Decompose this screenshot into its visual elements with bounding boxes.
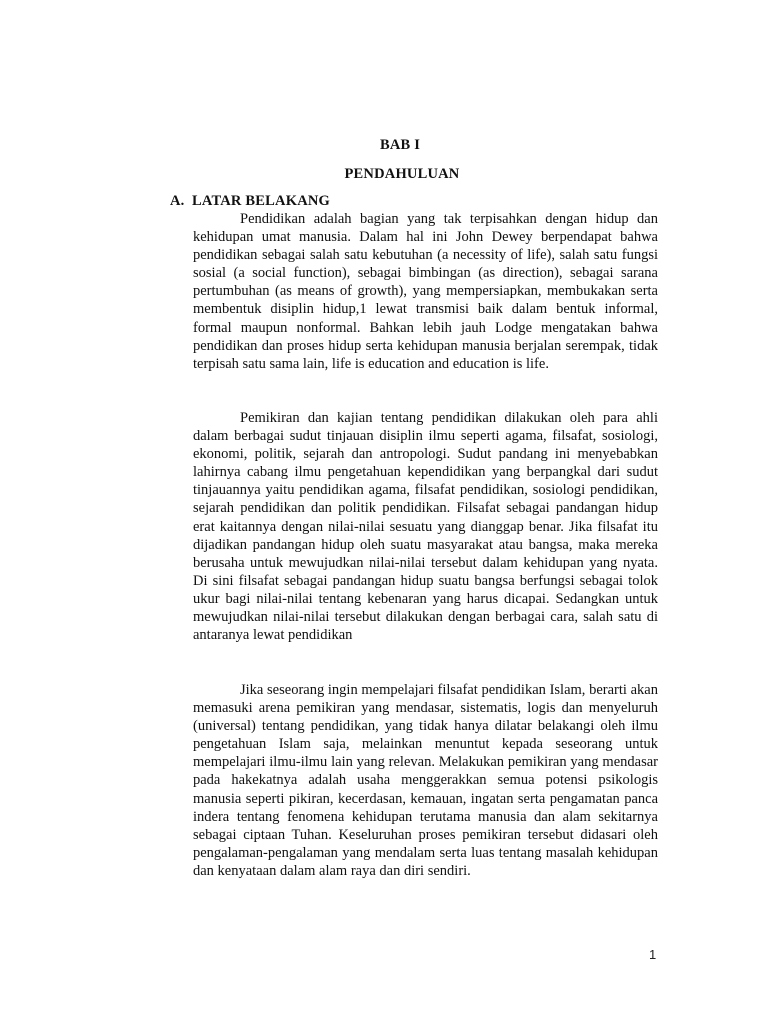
paragraph: [193, 210, 658, 373]
section-heading: [170, 193, 330, 210]
paragraph-text: Pendidikan adalah bagian yang tak terpisahkan dengan hidup dan kehidupan umat manusia. Dalam hal ini John Dewey berpendapat bahwa pendidikan sebagai salah satu kebutuhan (a necessity of life), salah satu fungsi sosial (a social function), sebagai bimbingan (as direction), sebagai sarana pertumbuhan (as means of growth), yang mempersiapkan, membukakan serta membentuk disiplin hidup,1 lewat transmisi baik dalam bentuk informal, formal maupun nonformal. Bahkan lebih jauh Lodge mengatakan bahwa pendidikan dan proses hidup serta kehidupan manusia berjalan serempak, tidak terpisah satu sama lain, life is education and education is life.: [193, 211, 658, 372]
section-marker: A.: [170, 193, 185, 209]
paragraph: [193, 681, 658, 880]
page-number: 1: [649, 947, 657, 962]
paragraph: [193, 409, 658, 644]
paragraph-text: Jika seseorang ingin mempelajari filsafat pendidikan Islam, berarti akan memasuki arena pemikiran yang mendasar, sistematis, logis dan menyeluruh (universal) tentang pendidikan, yang tidak hanya dilatar belakangi oleh ilmu pengetahuan Islam saja, melainkan menuntut kepada seseorang untuk mempelajari ilmu-ilmu lain yang relevan. Melakukan pemikiran yang mendasar pada hakekatnya adalah usaha menggerakkan semua potensi psikologis manusia seperti pikiran, kecerdasan, kemauan, ingatan serta pengamatan panca indera tentang fenomena kehidupan terutama manusia dan alam sekitarnya sebagai ciptaan Tuhan. Keseluruhan proses pemikiran tersebut didasari oleh pengalaman-pengalaman yang mendalam serta luas tentang masalah kehidupan dan kenyataan dalam alam raya dan diri sendiri.: [193, 682, 658, 879]
chapter-label: BAB I: [379, 137, 421, 153]
section-title: LATAR BELAKANG: [192, 193, 331, 209]
chapter-title: PENDAHULUAN: [344, 166, 460, 182]
paragraph-text: Pemikiran dan kajian tentang pendidikan dilakukan oleh para ahli dalam berbagai sudut tinjauan disiplin ilmu seperti agama, filsafat, sosiologi, ekonomi, politik, sejarah dan antropologi. Sudut pandang ini menyebabkan lahirnya cabang ilmu pengetahuan kependidikan yang berpangkal dari sudut tinjauannya yaitu pendidikan agama, filsafat pendidikan, sosiologi pendidikan, sejarah pendidikan dan politik pendidikan. Filsafat sebagai pandangan hidup erat kaitannya dengan nilai-nilai sesuatu yang dianggap benar. Jika filsafat itu dijadikan pandangan hidup oleh suatu masyarakat atau bangsa, maka mereka berusaha untuk mewujudkan nilai-nilai tersebut dalam kehidupan yang nyata. Di sini filsafat sebagai pandangan hidup suatu bangsa berfungsi sebagai tolok ukur bagi nilai-nilai tentang kebenaran yang harus dicapai. Sedangkan untuk mewujudkan nilai-nilai tersebut dilakukan dengan berbagai cara, salah satu di antaranya lewat pendidikan: [193, 410, 658, 644]
